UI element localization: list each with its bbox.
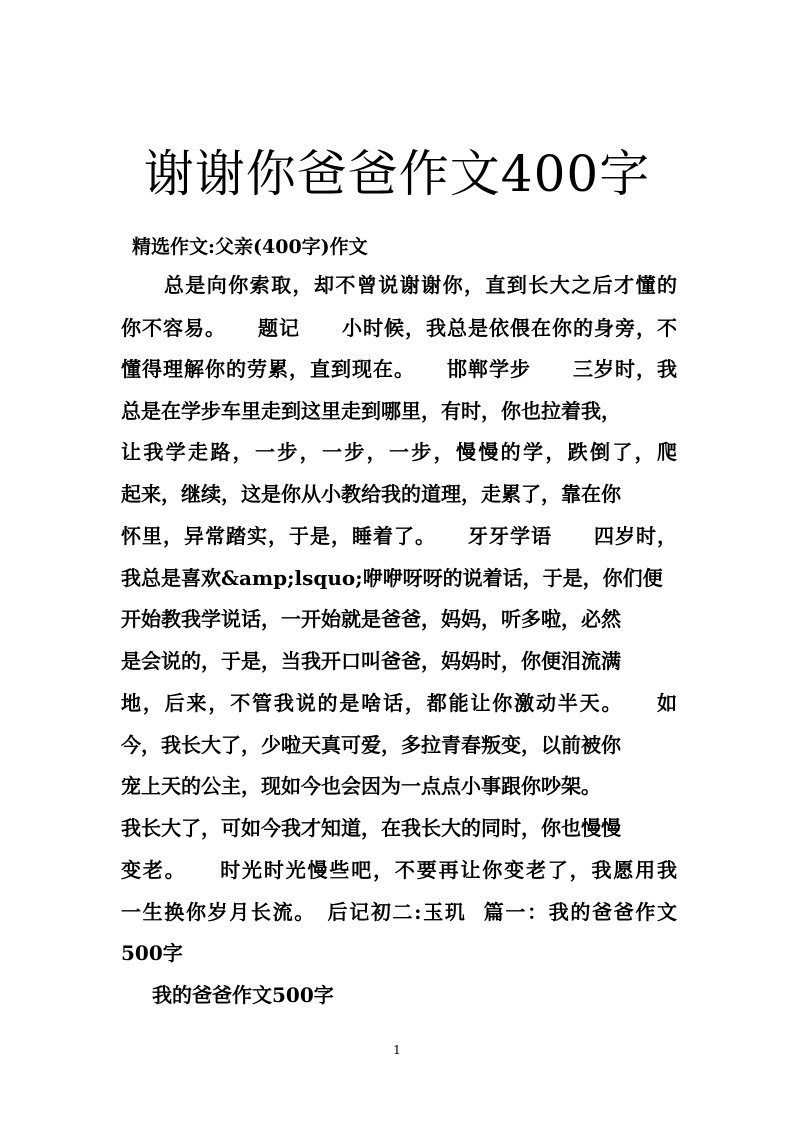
document-subtitle: 精选作文:父亲(400字)作文 [132, 236, 368, 258]
body-line-14: 我长大了，可如今我才知道，在我长大的同时，你也慢慢 [121, 816, 621, 840]
body-line-1: 总是向你索取，却不曾说谢谢你，直到长大之后才懂的 [121, 273, 677, 297]
page-number: 1 [393, 1043, 401, 1057]
body-line-17: 500字 [121, 941, 183, 965]
body-line-16: 一生换你岁月长流。 后记初二:玉玑 篇一：我的爸爸作文 [121, 900, 677, 924]
section-heading: 我的爸爸作文500字 [152, 983, 334, 1007]
document-title: 谢谢你爸爸作文400字 [143, 145, 651, 203]
body-line-2: 你不容易。 题记 小时候，我总是依偎在你的身旁，不 [121, 316, 677, 340]
body-line-5: 让我学走路，一步，一步，一步，慢慢的学，跌倒了，爬 [121, 440, 677, 464]
body-line-8: 我总是喜欢&amp;lsquo;咿咿呀呀的说着话，于是，你们便 [121, 566, 663, 590]
body-line-13: 宠上天的公主，现如今也会因为一点点小事跟你吵架。 [121, 774, 601, 798]
body-line-9: 开始教我学说话，一开始就是爸爸，妈妈，听多啦，必然 [121, 607, 621, 631]
body-line-15: 变老。 时光时光慢些吧，不要再让你变老了，我愿用我 [121, 858, 677, 882]
body-line-12: 今，我长大了，少啦天真可爱，多拉青春叛变，以前被你 [121, 733, 621, 757]
body-line-3: 懂得理解你的劳累，直到现在。 邯郸学步 三岁时，我 [121, 357, 677, 381]
body-line-10: 是会说的，于是，当我开口叫爸爸，妈妈时，你便泪流满 [121, 649, 621, 673]
body-line-7: 怀里，异常踏实，于是，睡着了。 牙牙学语 四岁时， [121, 524, 677, 548]
body-line-4: 总是在学步车里走到这里走到哪里，有时，你也拉着我， [121, 399, 621, 423]
body-line-11: 地，后来，不管我说的是啥话，都能让你激动半天。 如 [121, 691, 677, 715]
body-line-6: 起来，继续，这是你从小教给我的道理，走累了，靠在你 [121, 482, 621, 506]
